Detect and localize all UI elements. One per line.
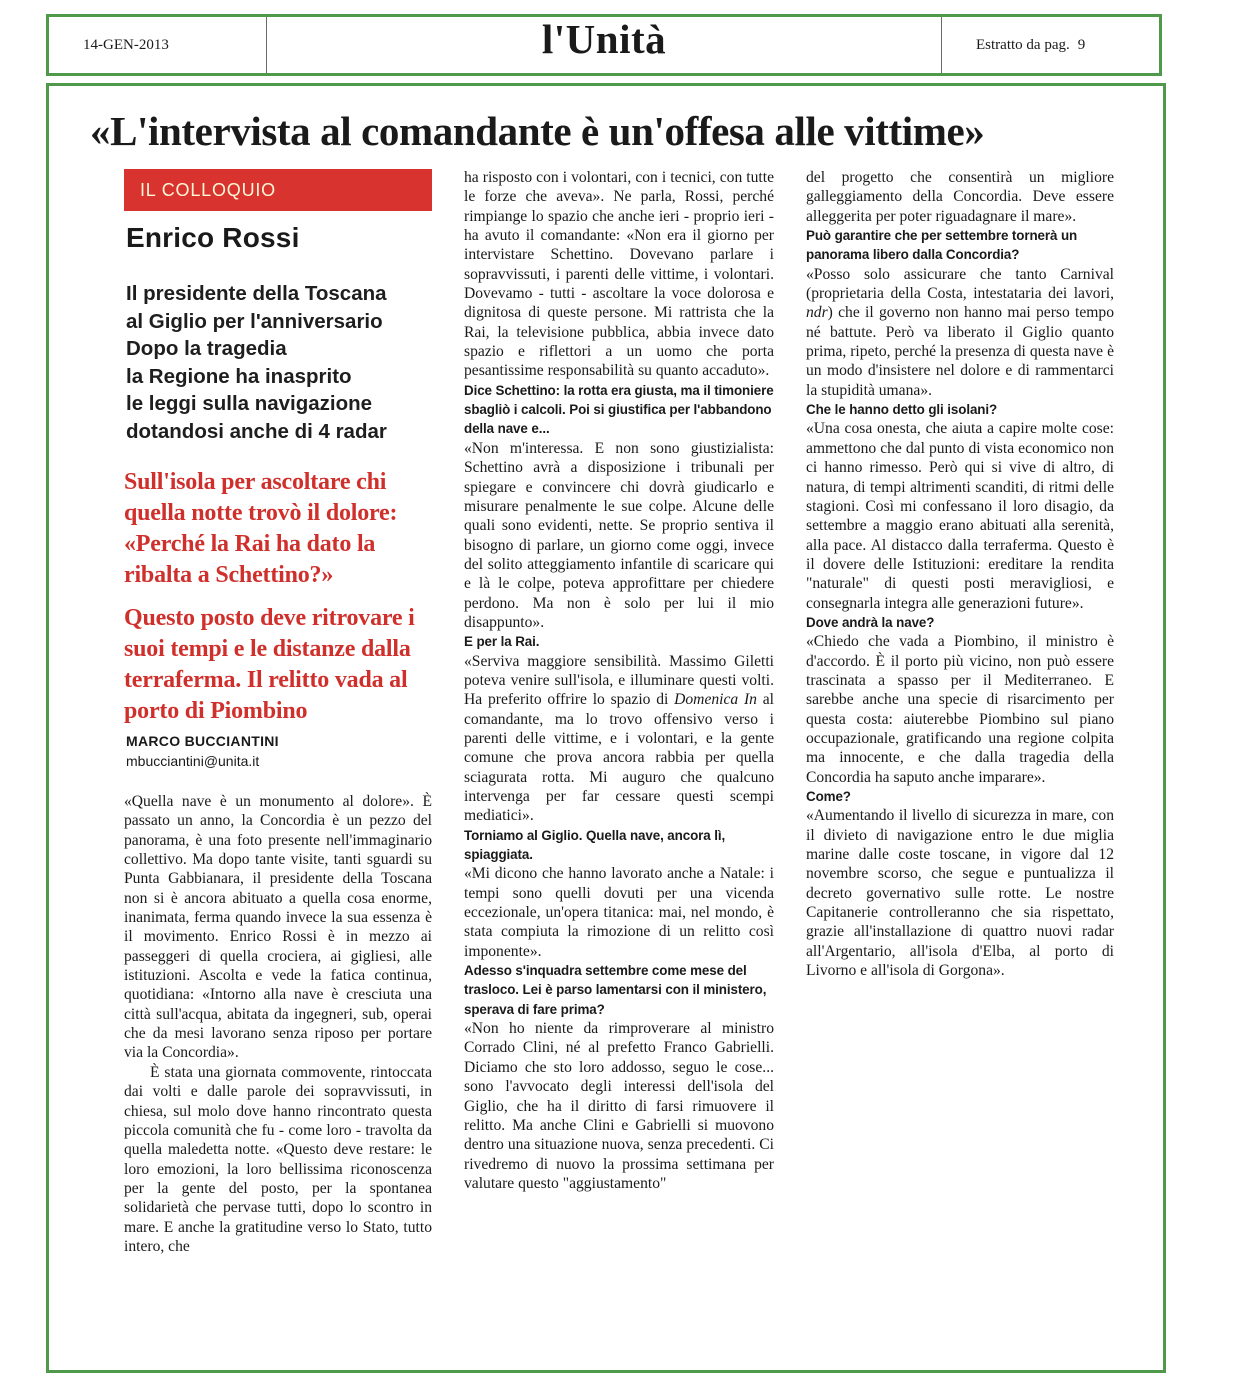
page-number: 9 (1077, 36, 1086, 53)
interview-question: E per la Rai. (464, 634, 540, 650)
interview-answer: «Non m'interessa. E non sono giustizialista: Schettino avrà a disposizione i tribunali per spiegare e convincere chi dovrà giudicarlo e misurare penalmente le sue colpe. Alcune delle quali sono evidenti, nette. Se proprio sentiva il bisogno di parlare, un giorno come oggi, invece del solito atteggiamento infantile di scaricare qui e là le colpe, poteva approfittare per chiedere perdono. Ma non è solo per lui il mio disappunto». (464, 439, 774, 631)
author-email: mbucciantini@unita.it (126, 753, 260, 769)
interview-answer: «Mi dicono che hanno lavorato anche a Natale: i tempi sono quelli dovuti per una vicenda eccezionale, un'opera titanica: mai, nel mondo, è stata compiuta la rimozione di un relitto così imponente». (464, 865, 774, 960)
interview-question: Torniamo al Giglio. Quella nave, ancora lì, spiaggiata. (464, 827, 726, 863)
summary-line: al Giglio per l'anniversario (126, 309, 383, 333)
interview-answer (464, 652, 774, 826)
answer-text: «Serviva maggiore sensibilità. Massimo Giletti poteva venire sull'isola, e illuminare questi volti. Ha preferito offrire lo spazio di (464, 652, 774, 709)
interview-answer: «Non ho niente da rimproverare al ministro Corrado Clini, né al prefetto Franco Gabrielli. Diciamo che sto loro addosso, seguo le cose... sono l'avvocato degli interessi dell'isola del Giglio, che ha il diritto di farsi rimuovere il relitto. Ma anche Clini e Gabrielli si muovono dentro una situazione nuova, senza precedenti. Ci rivedremo di nuovo la prossima settimana per valutare questo "aggiustamento" (464, 1020, 774, 1192)
interview-answer: «Una cosa onesta, che aiuta a capire molte cose: ammettono che dal punto di vista economico non ci hanno rimesso. Però qui si vive di altro, di natura, di tempi altrimenti scanditi, di ritmi delle stagioni. Così mi confessano il loro disagio, da settembre a maggio erano abituati alla serenità, alla pace. Al distacco dalla terraferma. Questo è il dovere delle Istituzioni: ereditare la rendita "naturale" di questi posti meravigliosi, e consegnarla integra alle generazioni future». (806, 420, 1114, 612)
article-headline: «L'intervista al comandante è un'offesa alle vittime» (90, 108, 985, 154)
answer-text: «Posso solo assicurare che tanto Carnival (proprietaria della Costa, intestataria dei lavori, (806, 265, 1114, 303)
answer-text: ) che il governo non hanno mai perso tempo né battute. Però va liberato il Giglio quanto prima, ripeto, perché la presenza di questa nave è un modo d'insistere nel dolore e di rammentarci la stupidità umana». (806, 304, 1114, 399)
article-summary (126, 280, 446, 445)
interview-question: Può garantire che per settembre tornerà un panorama libero dalla Concordia? (806, 228, 1078, 263)
summary-line: le leggi sulla navigazione (126, 392, 373, 415)
author-byline: MARCO BUCCIANTINI (126, 733, 279, 749)
extract-info (941, 17, 1159, 73)
clipping-header (46, 14, 1162, 76)
interview-answer (806, 265, 1114, 400)
interview-question: Adesso s'inquadra settembre come mese del trasloco. Lei è parso lamentarsi con il ministero, sperava di fare prima? (464, 963, 767, 1017)
summary-line: Il presidente della Toscana (126, 282, 387, 305)
interview-question: Dice Schettino: la rotta era giusta, ma il timoniere sbagliò i calcoli. Poi si giustifica per l'abbandono della nave e... (464, 382, 774, 437)
extract-label: Estratto da pag. (976, 36, 1070, 53)
summary-line: la Regione ha inasprito (126, 364, 352, 388)
program-title: Domenica In (674, 691, 757, 709)
interview-question: Dove andrà la nave? (806, 614, 935, 630)
summary-line: dotandosi anche di 4 radar (126, 419, 387, 443)
body-paragraph: ha risposto con i volontari, con i tecnici, con tutte le forze che aveva». Ne parla, Rossi, perché rimpiange lo spazio che anche ieri - proprio ieri - ha avuto il comandante: «Non era il giorno per intervistare Schettino. Dovevano parlare i sopravvissuti, i parenti delle vittime, i volontari. Dovevamo - tutti - ascoltare la voce dolorosa e dignitosa di queste persone. Mi rattrista che la Rai, la televisione pubblica, abbia invece dato spazio e riflettori a un uomo che porta pesantissime responsabilità su quanto accaduto». (464, 169, 774, 380)
body-column-3 (806, 168, 1114, 980)
kicker-quote: Sull'isola per ascoltare chi quella notte trovò il dolore: «Perché la Rai ha dato la ribalta a Schettino?» (124, 469, 398, 588)
kicker-statement: Questo posto deve ritrovare i suoi tempi e le distanze dalla terraferma. Il relitto vada al porto di Piombino (124, 605, 415, 724)
body-paragraph: È stata una giornata commovente, rintoccata dai volti e dalle parole dei sopravvissuti, in chiesa, sul molo dove hanno rincontrato questa piccola comunità che fu - come loro - travolta da quella maledetta notte. «Questo deve restare: le loro emozioni, la loro bellissima riconoscenza per la gente del posto, per la spontanea solidarietà che pervase tutti, dopo lo scontro in mare. E anche la gratitudine verso lo Stato, tutto intero, che (124, 1063, 432, 1255)
body-column-2 (464, 168, 774, 1193)
interview-question: Che le hanno detto gli isolani? (806, 402, 998, 418)
interview-question: Come? (806, 789, 851, 804)
interview-answer: «Aumentando il livello di sicurezza in mare, con il divieto di navigazione entro le due miglia marine dalle coste toscane, in vigore dal 12 novembre scorso, che segue e puntualizza il decreto governativo sulle rotte. Le nostre Capitanerie controlleranno che sia rispettato, grazie all'installazione di quattro nuovi radar all'Argentario, all'isola d'Elba, al porto di Livorno e all'isola di Gorgona». (806, 807, 1114, 980)
editor-note: ndr (806, 304, 828, 322)
answer-text: al comandante, ma lo trovo offensivo verso i parenti delle vittime, e i volontari, e la gente comune che prova ancora rabbia per quella sciagurata rotta. Mi auguro che qualcuno intervenga per far cessare questi scempi mediatici». (464, 691, 775, 825)
summary-line: Dopo la tragedia (126, 337, 287, 360)
body-column-1 (124, 792, 432, 1256)
interview-answer: «Chiedo che vada a Piombino, il ministro è d'accordo. È il porto più vicino, non può essere trascinata a spasso per il Mediterraneo. E sarebbe anche una specie di risarcimento per questa costa: aiuterebbe Piombino sul piano occupazionale, gratificando una regione colpita ma innocente, e che dalla tragedia della Concordia ha saputo anche imparare». (806, 633, 1114, 786)
interview-answer: del progetto che consentirà un migliore galleggiamento della Concordia. Deve essere alleggerita per poter riguadagnare il mare». (806, 169, 1114, 225)
section-tag: IL COLLOQUIO (124, 169, 432, 211)
interviewee-name: Enrico Rossi (126, 222, 300, 253)
newspaper-logo: l'Unità (541, 16, 667, 62)
body-paragraph: «Quella nave è un monumento al dolore». È passato un anno, la Concordia è un pezzo del panorama, è una foto presente nell'immaginario collettivo. Ma dopo tante visite, tanti sguardi su Punta Gabbianara, il presidente della Toscana non si è ancora abituato a quella cosa enorme, inanimata, ferma quando invece la sua essenza è il movimento. Enrico Rossi è in mezzo ai passeggeri di quella crociera, ai gigliesi, alle istituzioni. Ascolta e vede la fatica continua, quotidiana: «Intorno alla nave è cresciuta una città sull'acqua, abitata da ingegneri, sub, operai che da mesi lavorano senza riposo per portare via la Concordia». (124, 793, 432, 1062)
publication-date: 14-GEN-2013 (49, 17, 267, 73)
